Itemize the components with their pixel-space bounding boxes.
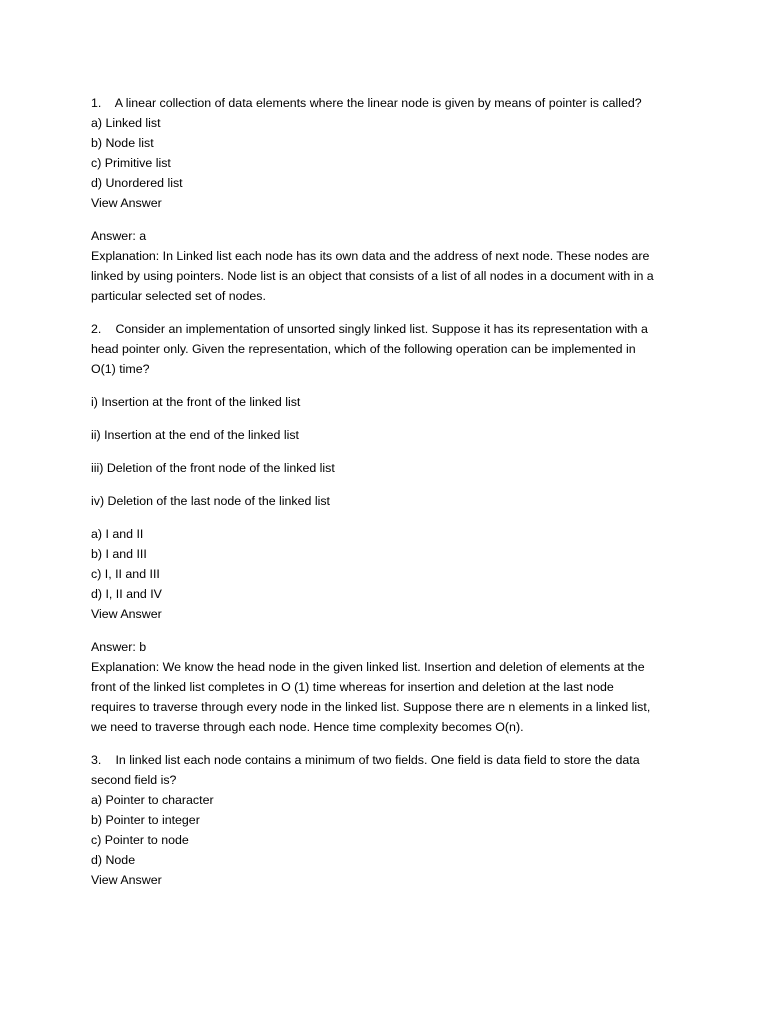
question-3-view-answer: View Answer — [91, 873, 162, 887]
question-2-explanation-line-3: requires to traverse through every node in the linked list. Suppose there are n elements in a linked list, — [91, 700, 651, 714]
question-2-answer: Answer: b — [91, 640, 147, 654]
question-2-number: 2. — [91, 322, 102, 336]
question-3-option-c: c) Pointer to node — [91, 833, 189, 847]
question-1-explanation-line-3: particular selected set of nodes. — [91, 289, 266, 303]
question-1-answer: Answer: a — [91, 229, 147, 243]
question-3-option-b: b) Pointer to integer — [91, 813, 200, 827]
question-2-option-c: c) I, II and III — [91, 567, 160, 581]
question-1-option-c: c) Primitive list — [91, 156, 171, 170]
question-2-text-1: Consider an implementation of unsorted singly linked list. Suppose it has its representation with a — [115, 322, 648, 336]
question-1-view-answer: View Answer — [91, 196, 162, 210]
question-2-option-b: b) I and III — [91, 547, 147, 561]
question-1-option-a: a) Linked list — [91, 116, 161, 130]
question-3-option-d: d) Node — [91, 853, 136, 867]
document-page — [91, 93, 691, 890]
question-1-explanation-line-2: linked by using pointers. Node list is an object that consists of a list of all nodes in a document with in a — [91, 269, 654, 283]
question-1-number: 1. — [91, 96, 102, 110]
question-1-line-1 — [91, 93, 691, 113]
question-2-statement-2: ii) Insertion at the end of the linked list — [91, 428, 300, 442]
question-2-statement-3: iii) Deletion of the front node of the linked list — [91, 461, 335, 475]
question-1-option-b: b) Node list — [91, 136, 154, 150]
question-2-line-2: head pointer only. Given the representation, which of the following operation can be implemented in — [91, 342, 636, 356]
question-3-text-1: In linked list each node contains a minimum of two fields. One field is data field to store the data — [115, 753, 640, 767]
question-3-line-1 — [91, 750, 691, 770]
question-2-line-3: O(1) time? — [91, 362, 150, 376]
question-2-view-answer: View Answer — [91, 607, 162, 621]
question-3-number: 3. — [91, 753, 102, 767]
question-1-option-d: d) Unordered list — [91, 176, 183, 190]
question-2-statement-1: i) Insertion at the front of the linked list — [91, 395, 301, 409]
question-2-statement-4: iv) Deletion of the last node of the linked list — [91, 494, 330, 508]
question-3-line-2: second field is? — [91, 773, 177, 787]
question-2-option-d: d) I, II and IV — [91, 587, 162, 601]
question-1-explanation-line-1: Explanation: In Linked list each node has its own data and the address of next node. These nodes are — [91, 249, 650, 263]
question-2-explanation-line-4: we need to traverse through each node. Hence time complexity becomes O(n). — [91, 720, 524, 734]
question-1-text: A linear collection of data elements where the linear node is given by means of pointer is called? — [114, 96, 642, 110]
question-2-option-a: a) I and II — [91, 527, 144, 541]
question-3-option-a: a) Pointer to character — [91, 793, 214, 807]
question-2-explanation-line-1: Explanation: We know the head node in the given linked list. Insertion and deletion of elements at the — [91, 660, 645, 674]
question-2-explanation-line-2: front of the linked list completes in O (1) time whereas for insertion and deletion at the last node — [91, 680, 614, 694]
question-2-line-1 — [91, 319, 691, 339]
